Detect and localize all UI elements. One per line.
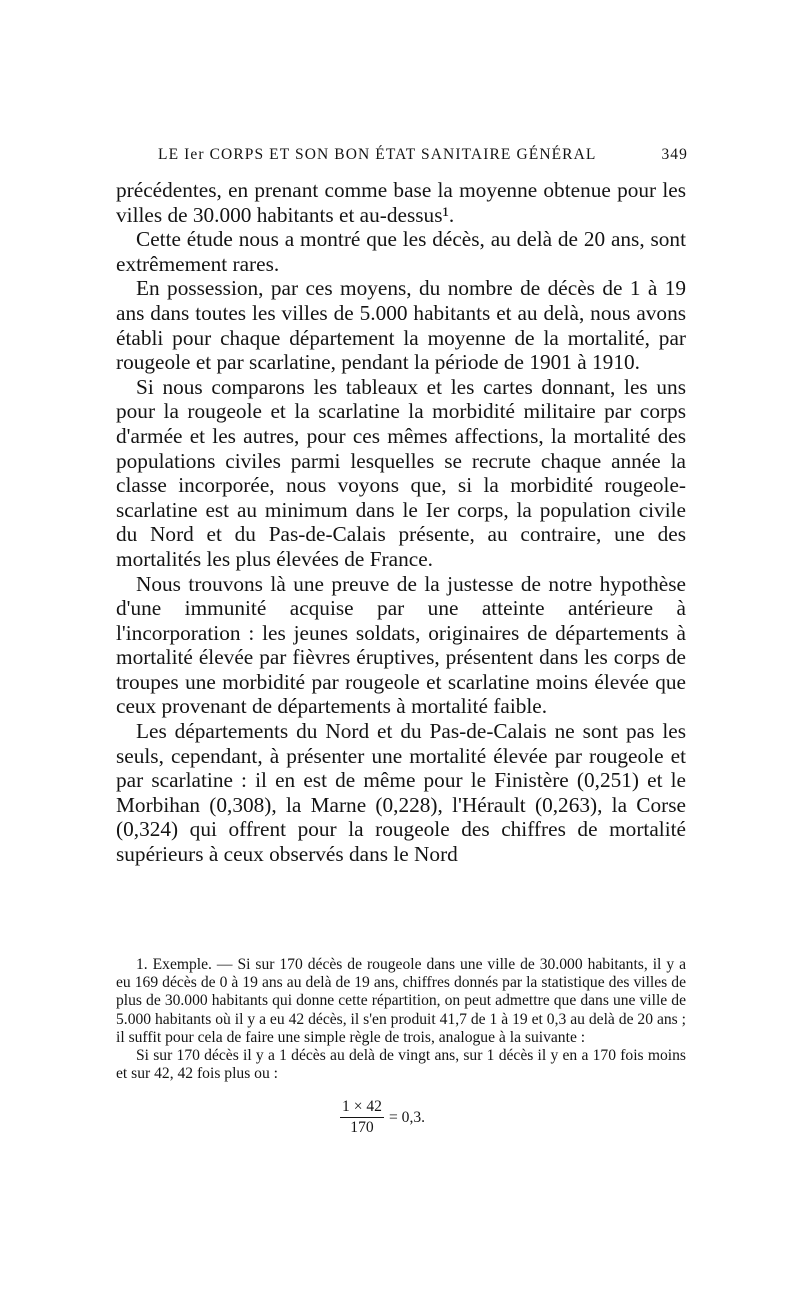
paragraph-4: Si nous comparons les tableaux et les cartes donnant, les uns pour la rougeole et la scarlatine la morbidité militaire par corps d'armée et les autres, pour ces mêmes affections, la mortalité des populations civiles parmi lesquelles se recrute chaque année la classe incorporée, nous voyons que, si la morbidité rougeole-scarlatine est au minimum dans le Ier corps, la population civile du Nord et du Pas-de-Calais présente, au contraire, une des mortalités les plus élevées de France. xyxy=(116,374,686,571)
paragraph-6: Les départements du Nord et du Pas-de-Calais ne sont pas les seuls, cependant, à présenter une mortalité élevée par rougeole et par scarlatine : il en est de même pour le Finistère (0,251) et le Morbihan (0,308), la Marne (0,228), l'Hérault (0,263), la Corse (0,324) qui offrent pour la rougeole des chiffres de mortalité supérieurs à ceux observés dans le Nord xyxy=(116,719,686,867)
paragraph-1: précédentes, en prenant comme base la moyenne obtenue pour les villes de 30.000 habitants et au-dessus¹. xyxy=(116,178,686,227)
header-title: LE Ier CORPS ET SON BON ÉTAT SANITAIRE GÉNÉRAL xyxy=(158,146,597,163)
paragraph-2: Cette étude nous a montré que les décès, au delà de 20 ans, sont extrêmement rares. xyxy=(116,227,686,276)
footnotes xyxy=(116,956,686,1083)
running-header xyxy=(158,146,688,164)
footnote-1: 1. Exemple. — Si sur 170 décès de rougeole dans une ville de 30.000 habitants, il y a eu 169 décès de 0 à 19 ans au delà de 19 ans, chiffres donnés par la statistique des villes de plus de 30.000 habitants qui donne cette répartition, on peut admettre que dans une ville de 5.000 habitants où il y a eu 42 décès, il s'en produit 41,7 de 1 à 19 et 0,3 au delà de 20 ans ; il suffit pour cela de faire une simple règle de trois, analogue à la suivante : xyxy=(116,956,686,1046)
footnote-2: Si sur 170 décès il y a 1 décès au delà de vingt ans, sur 1 décès il y en a 170 fois moins et sur 42, 42 fois plus ou : xyxy=(116,1047,686,1083)
fraction xyxy=(340,1098,384,1137)
fraction-numerator: 1 × 42 xyxy=(340,1098,384,1118)
body-text xyxy=(116,178,686,867)
paragraph-3: En possession, par ces moyens, du nombre de décès de 1 à 19 ans dans toutes les villes de 5.000 habitants et au delà, nous avons établi pour chaque département la moyenne de la mortalité, par rougeole et par scarlatine, pendant la période de 1901 à 1910. xyxy=(116,276,686,375)
fraction-denominator: 170 xyxy=(350,1119,374,1136)
paragraph-5: Nous trouvons là une preuve de la justesse de notre hypothèse d'une immunité acquise par une atteinte antérieure à l'incorporation : les jeunes soldats, originaires de départements à mortalité élevée par fièvres éruptives, présentent dans les corps de troupes une morbidité par rougeole et scarlatine moins élevée que ceux provenant de départements à mortalité faible. xyxy=(116,571,686,719)
rule-of-three-formula xyxy=(340,1098,425,1137)
page-number: 349 xyxy=(661,146,688,163)
formula-result: = 0,3. xyxy=(388,1108,426,1126)
